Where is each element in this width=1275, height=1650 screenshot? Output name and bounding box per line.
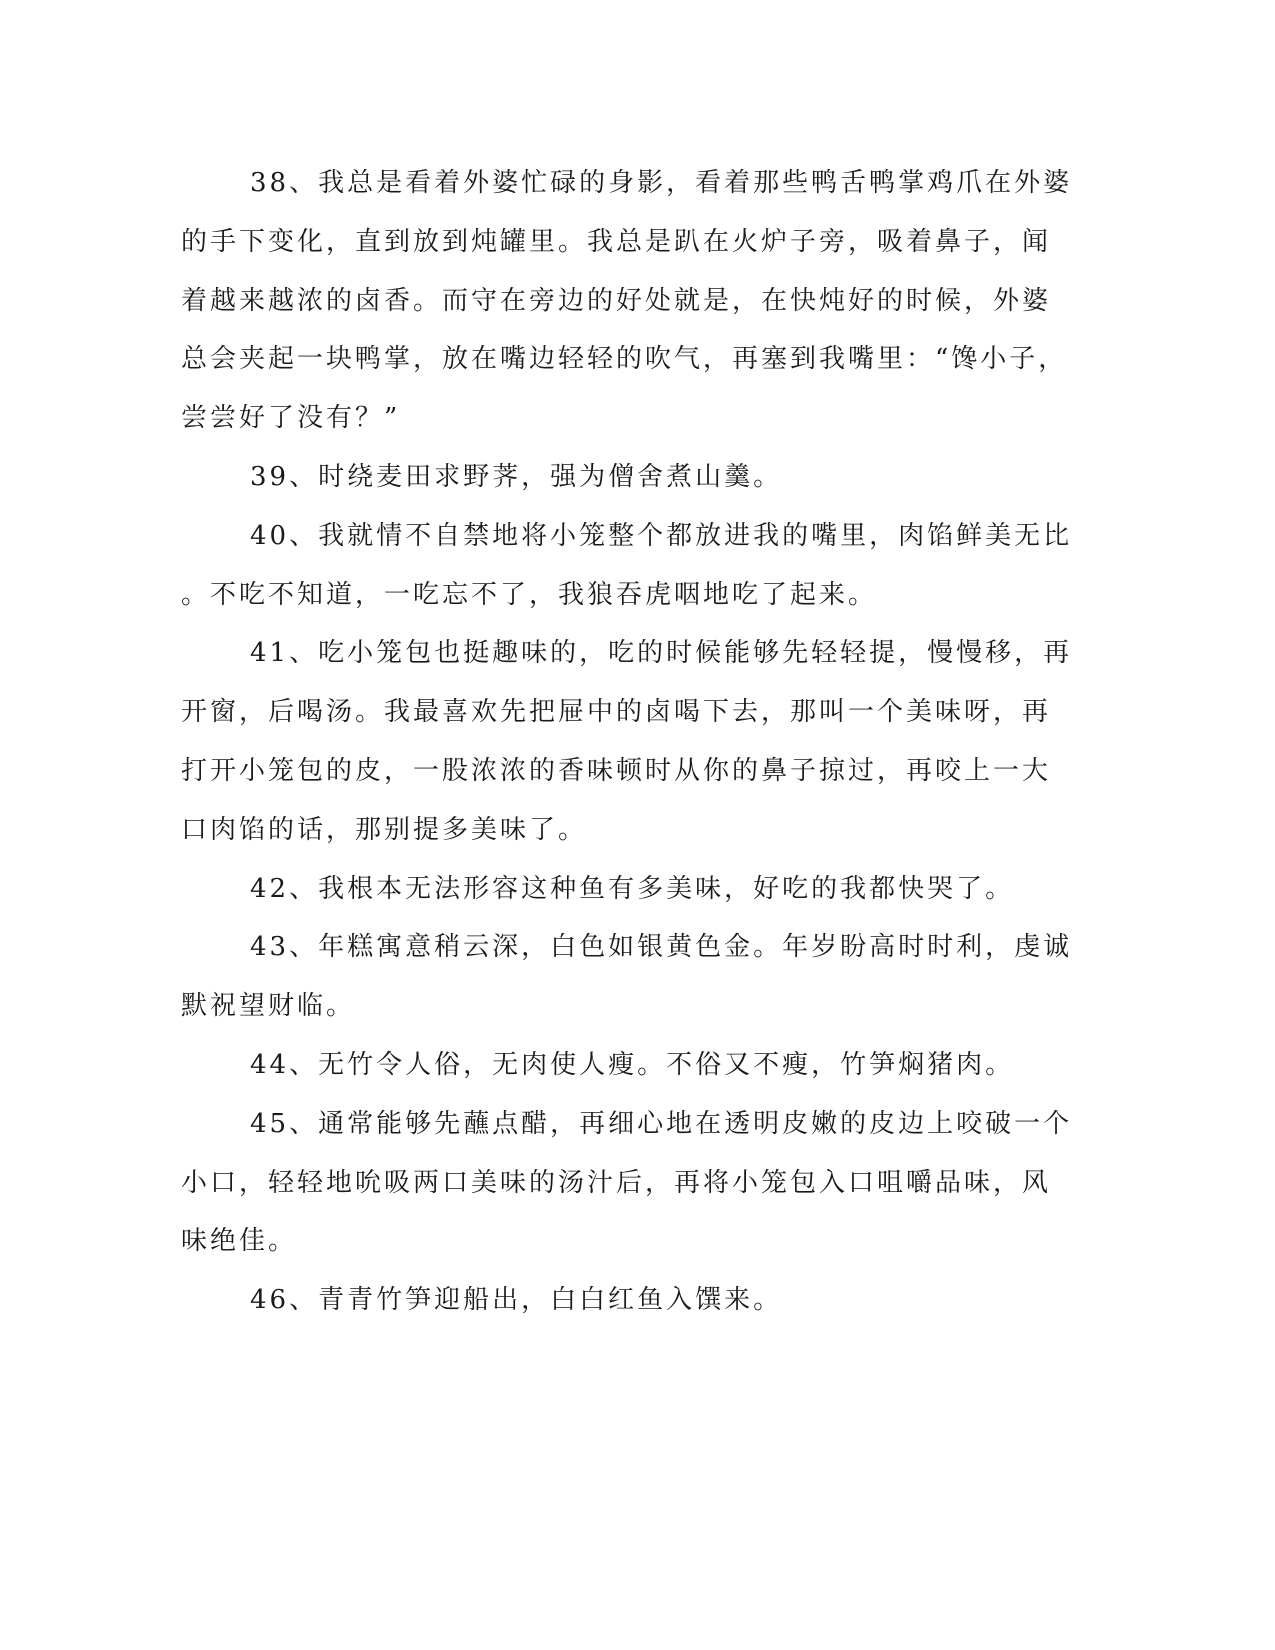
text-line: 的手下变化，直到放到炖罐里。我总是趴在火炉子旁，吸着鼻子，闻 <box>181 226 1052 257</box>
text-line: 40、我就情不自禁地将小笼整个都放进我的嘴里，肉馅鲜美无比 <box>250 520 1073 551</box>
text-line: 开窗，后喝汤。我最喜欢先把屉中的卤喝下去，那叫一个美味呀，再 <box>181 697 1052 728</box>
text-line: 41、吃小笼包也挺趣味的，吃的时候能够先轻轻提，慢慢移，再 <box>250 638 1073 669</box>
text-line: 总会夹起一块鸭掌，放在嘴边轻轻的吹气，再塞到我嘴里：“馋小子， <box>181 344 1068 375</box>
text-line: 小口，轻轻地吮吸两口美味的汤汁后，再将小笼包入口咀嚼品味，风 <box>181 1167 1052 1198</box>
document-body <box>181 154 1073 1330</box>
text-line: 39、时绕麦田求野荠，强为僧舍煮山羹。 <box>250 461 783 492</box>
text-line: 45、通常能够先蘸点醋，再细心地在透明皮嫩的皮边上咬破一个 <box>250 1108 1073 1139</box>
text-line: 38、我总是看着外婆忙碌的身影，看着那些鸭舌鸭掌鸡爪在外婆 <box>250 168 1073 198</box>
text-line: 口肉馅的话，那别提多美味了。 <box>181 814 588 845</box>
text-line: 44、无竹令人俗，无肉使人瘦。不俗又不瘦，竹笋焖猪肉。 <box>250 1049 1015 1080</box>
text-line: 默祝望财临。 <box>181 991 356 1022</box>
text-line: 味绝佳。 <box>181 1226 298 1257</box>
text-line: 打开小笼包的皮，一股浓浓的香味顿时从你的鼻子掠过，再咬上一大 <box>181 755 1052 786</box>
text-line: 42、我根本无法形容这种鱼有多美味，好吃的我都快哭了。 <box>250 873 1015 904</box>
text-line: 46、青青竹笋迎船出，白白红鱼入馔来。 <box>250 1285 783 1316</box>
text-line: 着越来越浓的卤香。而守在旁边的好处就是，在快炖好的时候，外婆 <box>181 285 1052 316</box>
text-line: 43、年糕寓意稍云深，白色如银黄色金。年岁盼高时时利，虔诚 <box>250 932 1073 963</box>
text-line: 尝尝好了没有？” <box>181 403 401 434</box>
text-line: 。不吃不知道，一吃忘不了，我狼吞虎咽地吃了起来。 <box>181 579 878 610</box>
